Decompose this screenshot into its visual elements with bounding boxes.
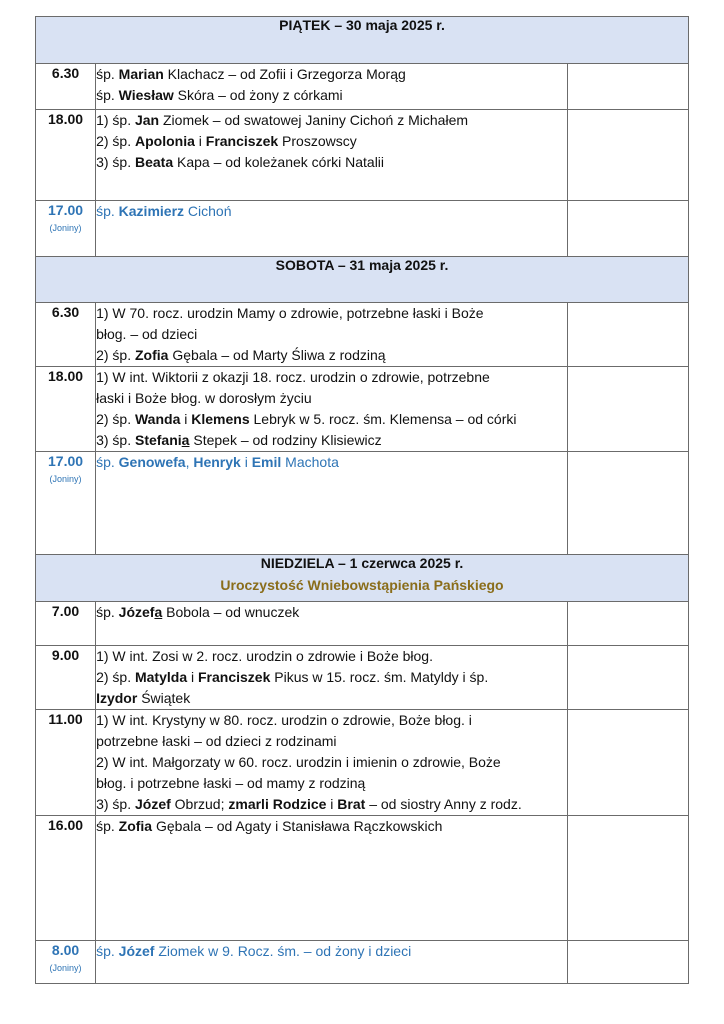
intention-text: 1) W int. Krystyny w 80. rocz. urodzin o zdrowie, Boże błog. i	[96, 712, 472, 728]
intention-name: Zofia	[134, 347, 169, 363]
intention-text: Bobola – od wnuczek	[162, 604, 300, 620]
intention-line	[96, 646, 567, 667]
mass-place: (Joniny)	[49, 223, 82, 233]
intention-text: 3) śp.	[96, 432, 135, 448]
notes-cell	[567, 710, 688, 816]
table-body	[36, 17, 689, 984]
intention-line	[96, 388, 567, 409]
intention-line	[96, 152, 567, 173]
mass-intention-cell	[96, 367, 568, 452]
intention-text: i	[194, 133, 206, 149]
intention-text: śp.	[96, 87, 119, 103]
mass-intention-cell	[96, 201, 568, 257]
mass-time-cell	[36, 602, 96, 646]
mass-place: (Joniny)	[49, 963, 82, 973]
mass-time-cell	[36, 110, 96, 201]
mass-time: 8.00	[51, 942, 80, 958]
mass-row	[36, 710, 689, 816]
intention-line	[96, 110, 567, 131]
intention-text: 2) śp.	[96, 411, 135, 427]
intention-text: śp.	[96, 66, 119, 82]
intention-name: Apolonia	[134, 133, 195, 149]
day-subtitle: Uroczystość Wniebowstąpienia Pańskiego	[220, 577, 504, 593]
intention-name: Kazimierz	[118, 203, 185, 219]
intention-name: Matylda	[134, 669, 188, 685]
intention-line	[96, 367, 567, 388]
intention-name: Klemens	[191, 411, 250, 427]
mass-time-cell	[36, 452, 96, 555]
mass-time-cell	[36, 64, 96, 110]
intention-line	[96, 731, 567, 752]
mass-intention-cell	[96, 452, 568, 555]
intention-name: Jan	[134, 112, 160, 128]
intention-name: Zofia	[118, 818, 153, 834]
mass-intention-cell	[96, 816, 568, 941]
intention-name: Beata	[134, 154, 174, 170]
intention-text: i	[326, 796, 338, 812]
notes-cell	[567, 646, 688, 710]
mass-place: (Joniny)	[49, 474, 82, 484]
intention-text: Ziomek w 9. Rocz. śm. – od żony i dzieci	[154, 943, 412, 959]
mass-time: 17.00	[48, 453, 84, 469]
intention-line	[96, 201, 567, 222]
notes-cell	[567, 367, 688, 452]
intention-name: Józef	[134, 796, 171, 812]
intention-line	[96, 941, 567, 962]
intention-line	[96, 816, 567, 837]
intention-name: Franciszek	[198, 669, 271, 685]
intention-text: 2) śp.	[96, 669, 135, 685]
day-title: SOBOTA – 31 maja 2025 r.	[275, 257, 449, 273]
intention-line	[96, 794, 567, 815]
mass-intention-cell	[96, 710, 568, 816]
notes-cell	[567, 64, 688, 110]
mass-time-cell	[36, 646, 96, 710]
intention-text: Pikus w 15. rocz. śm. Matyldy i śp.	[270, 669, 489, 685]
intention-text: 1) W int. Wiktorii z okazji 18. rocz. urodzin o zdrowie, potrzebne	[96, 369, 490, 385]
intention-line	[96, 602, 567, 623]
mass-time: 18.00	[48, 368, 84, 384]
intention-name: Wanda	[134, 411, 181, 427]
intention-line	[96, 303, 567, 324]
intention-name: Emil	[251, 454, 282, 470]
mass-time-cell	[36, 303, 96, 367]
intention-line	[96, 409, 567, 430]
intention-text: Gębala – od Agaty i Stanisława Rączkowskich	[152, 818, 443, 834]
intention-text: 2) śp.	[96, 133, 135, 149]
intention-text: 1) W int. Zosi w 2. rocz. urodzin o zdrowie i Boże błog.	[96, 648, 433, 664]
notes-cell	[567, 602, 688, 646]
intention-text: 1) śp.	[96, 112, 135, 128]
intention-line	[96, 85, 567, 106]
mass-intention-cell	[96, 303, 568, 367]
mass-intention-cell	[96, 941, 568, 984]
mass-row	[36, 602, 689, 646]
mass-time: 6.30	[51, 304, 80, 320]
intention-text: Proszowscy	[278, 133, 357, 149]
intention-text: Lebryk w 5. rocz. śm. Klemensa – od córki	[249, 411, 517, 427]
intention-text: Klachacz – od Zofii i Grzegorza Morąg	[163, 66, 406, 82]
intention-text: 1) W 70. rocz. urodzin Mamy o zdrowie, potrzebne łaski i Boże	[96, 305, 484, 321]
intention-text: śp.	[96, 943, 119, 959]
intention-name: Brat	[337, 796, 366, 812]
intention-text: i	[187, 669, 198, 685]
mass-row	[36, 452, 689, 555]
notes-cell	[567, 110, 688, 201]
intention-name: Stefani	[134, 432, 182, 448]
intention-text: Obrzud;	[170, 796, 229, 812]
intention-text: Kapa – od koleżanek córki Natalii	[173, 154, 385, 170]
intention-text: 2) W int. Małgorzaty w 60. rocz. urodzin i imienin o zdrowie, Boże	[96, 754, 501, 770]
intention-name: Genowefa	[118, 454, 186, 470]
intention-line	[96, 430, 567, 451]
intention-name: Henryk	[193, 454, 241, 470]
mass-intention-cell	[96, 64, 568, 110]
mass-time-cell	[36, 710, 96, 816]
day-title: NIEDZIELA – 1 czerwca 2025 r.	[260, 555, 464, 571]
mass-row	[36, 941, 689, 984]
intention-line	[96, 345, 567, 366]
intention-text: – od siostry Anny z rodz.	[365, 796, 522, 812]
intention-text: Ziomek – od swatowej Janiny Cichoń z Michałem	[159, 112, 469, 128]
intention-text: błog. i potrzebne łaski – od mamy z rodziną	[96, 775, 366, 791]
intention-line	[96, 64, 567, 85]
mass-time: 11.00	[48, 711, 83, 727]
intention-line	[96, 688, 567, 709]
intention-line	[96, 710, 567, 731]
intention-text: Stepek – od rodziny Klisiewicz	[189, 432, 382, 448]
mass-row	[36, 646, 689, 710]
intention-name: Wiesław	[118, 87, 174, 103]
intention-name: Franciszek	[205, 133, 279, 149]
mass-time: 9.00	[51, 647, 80, 663]
intention-text: śp.	[96, 203, 119, 219]
mass-time: 18.00	[48, 111, 84, 127]
intention-text: i	[240, 454, 252, 470]
mass-intention-cell	[96, 646, 568, 710]
mass-time: 6.30	[51, 65, 80, 81]
notes-cell	[567, 303, 688, 367]
intention-name: Marian	[118, 66, 164, 82]
day-header-cell	[36, 257, 689, 303]
day-header-row	[36, 17, 689, 64]
intention-name: Józef	[118, 604, 155, 620]
notes-cell	[567, 941, 688, 984]
intention-text: Machota	[281, 454, 339, 470]
mass-row	[36, 64, 689, 110]
day-header-cell	[36, 17, 689, 64]
mass-time-cell	[36, 941, 96, 984]
mass-time: 17.00	[48, 202, 84, 218]
intention-text: śp.	[96, 604, 119, 620]
mass-time-cell	[36, 367, 96, 452]
mass-time-cell	[36, 816, 96, 941]
intention-text: łaski i Boże błog. w dorosłym życiu	[96, 390, 312, 406]
intention-text: Cichoń	[184, 203, 232, 219]
mass-row	[36, 110, 689, 201]
intention-text: Gębala – od Marty Śliwa z rodziną	[168, 347, 386, 363]
intention-text: 2) śp.	[96, 347, 135, 363]
intention-text: Świątek	[137, 690, 191, 706]
intention-line	[96, 324, 567, 345]
intention-text: 3) śp.	[96, 796, 135, 812]
intention-name: Izydor	[96, 690, 138, 706]
mass-row	[36, 367, 689, 452]
notes-cell	[567, 201, 688, 257]
mass-intention-cell	[96, 602, 568, 646]
intention-line	[96, 131, 567, 152]
mass-row	[36, 816, 689, 941]
intention-text: potrzebne łaski – od dzieci z rodzinami	[96, 733, 337, 749]
day-header-cell	[36, 555, 689, 602]
intention-line	[96, 452, 567, 473]
intention-text: 3) śp.	[96, 154, 135, 170]
mass-row	[36, 303, 689, 367]
intention-text: ,	[185, 454, 194, 470]
intention-name: a	[181, 432, 190, 448]
mass-time: 7.00	[51, 603, 80, 619]
intention-text: Skóra – od żony z córkami	[173, 87, 343, 103]
intention-text: błog. – od dzieci	[96, 326, 198, 342]
mass-row	[36, 201, 689, 257]
intention-text: i	[180, 411, 192, 427]
intention-text: śp.	[96, 454, 119, 470]
mass-time: 16.00	[48, 817, 84, 833]
mass-time-cell	[36, 201, 96, 257]
mass-intention-cell	[96, 110, 568, 201]
intention-line	[96, 667, 567, 688]
intention-name: zmarli Rodzice	[228, 796, 327, 812]
intention-line	[96, 752, 567, 773]
intention-name: a	[154, 604, 163, 620]
notes-cell	[567, 452, 688, 555]
day-header-row	[36, 555, 689, 602]
day-header-row	[36, 257, 689, 303]
mass-intentions-table	[35, 16, 689, 984]
intention-text: śp.	[96, 818, 119, 834]
intention-line	[96, 773, 567, 794]
day-title: PIĄTEK – 30 maja 2025 r.	[279, 17, 445, 33]
notes-cell	[567, 816, 688, 941]
intention-name: Józef	[118, 943, 155, 959]
